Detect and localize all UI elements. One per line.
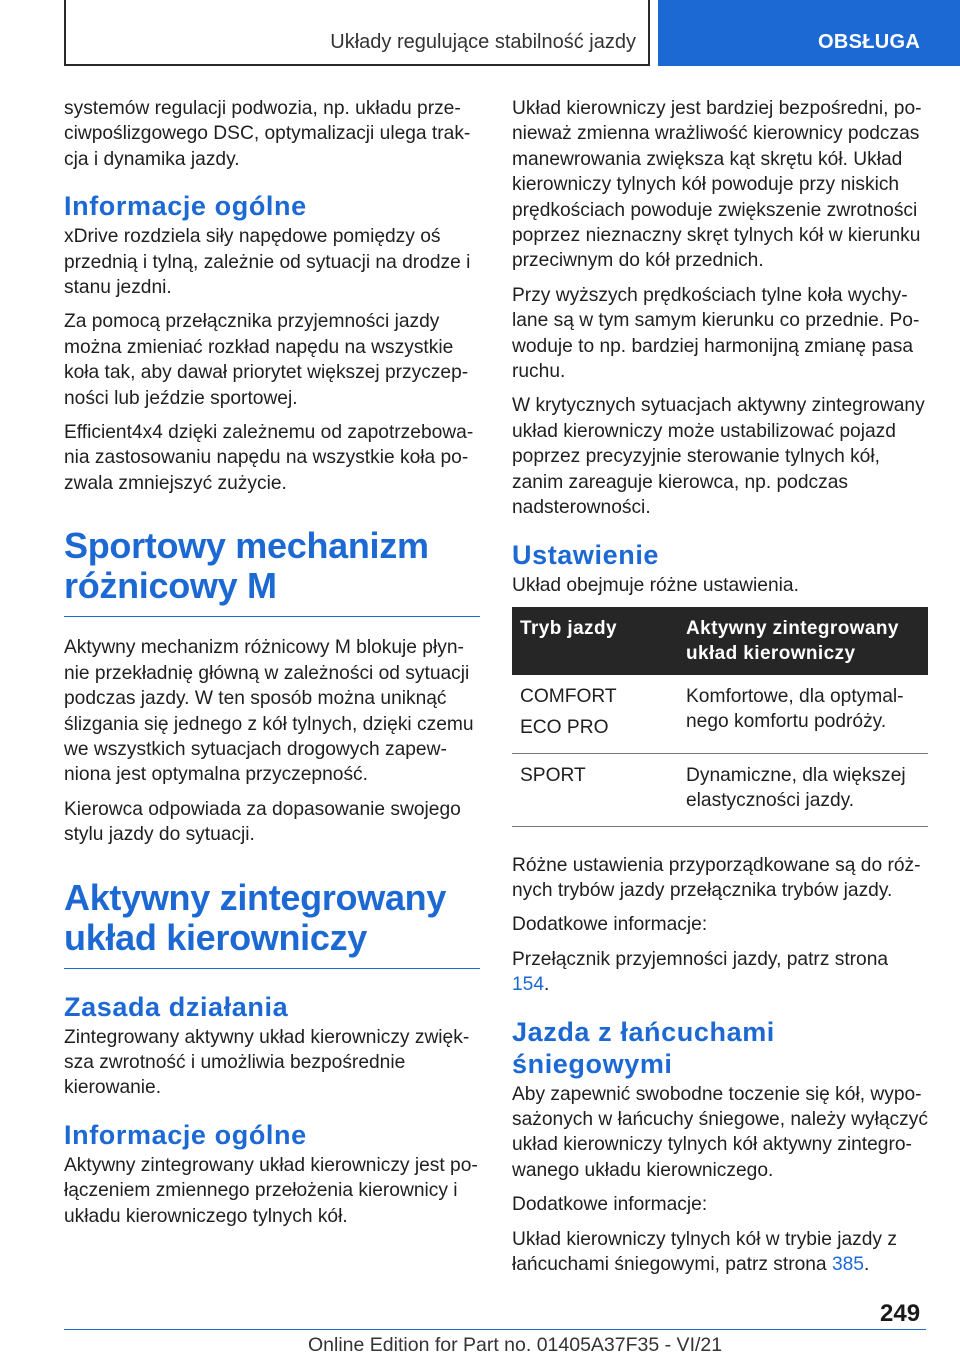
diff-paragraph-2: Kierowca odpowiada za dopasowanie swojego stylu jazdy do sytuacji. <box>64 798 461 846</box>
info-paragraph-1: xDrive rozdziela siły napędowe pomiędzy oś przednią i tylną, zależnie od sytuacji na drodze i stanu jezdni. <box>64 226 471 299</box>
table-header-row <box>512 607 928 675</box>
steering-paragraph-1: Układ kierowniczy jest bardziej bezpośredni, ponieważ zmienna wrażliwość kierownicy podczas manewrowania zwiększa kąt skrętu kół. Układ kierowniczy tylnych kół powoduje przy niskich prędkościach powoduje zwiększenie zwrotności poprzez nieznaczny skręt tylnych kół w kierunku przeciwnym do kół przednich. <box>512 98 922 272</box>
diff-paragraph-1: Aktywny mechanizm różnicowy M blokuje płynnie przekładnię główną w zależności od sytuacji podczas jazdy. W ten sposób można uniknąć ślizgania się jednego z kół tylnych, dzięki czemu we wszystkich sytuacjach drogowych zapewniona jest optymalna przyczepność. <box>64 637 474 786</box>
mode-sport: SPORT <box>520 764 586 786</box>
cross-reference-1-text: Przełącznik przyjemności jazdy, patrz strona <box>512 948 889 970</box>
diff-heading-rule <box>64 616 480 617</box>
cross-reference-2-text: Układ kierowniczy tylnych kół w trybie jazdy z łańcuchami śniegowymi, patrz strona <box>512 1228 897 1275</box>
chains-paragraph: Aby zapewnić swobodne toczenie się kół, wyposażonych w łańcuchy śniegowe, należy wyłączyć układ kierowniczy tylnych kół aktywny zintegrowanego układu kierowniczego. <box>512 1083 928 1181</box>
info2-paragraph: Aktywny zintegrowany układ kierowniczy jest połączeniem zmiennego przełożenia kierownicy i układu kierowniczego tylnych kół. <box>64 1154 478 1227</box>
after-table-paragraph: Różne ustawienia przyporządkowane są do różnych trybów jazdy przełącznika trybów jazdy. <box>512 854 921 901</box>
table-cell-mode <box>512 675 678 753</box>
table-cell-mode <box>512 753 678 826</box>
principle-heading: Zasada działania <box>64 991 289 1022</box>
left-column <box>64 96 480 1238</box>
table-header-steering: Aktywny zintegrowany układ kierowniczy <box>678 607 928 675</box>
chapter-tab[interactable] <box>658 0 960 66</box>
extra-info-label-1: Dodatkowe informacje: <box>512 914 708 936</box>
setting-paragraph: Układ obejmuje różne ustawienia. <box>512 574 799 596</box>
chapter-tab-label: OBSŁUGA <box>818 31 921 53</box>
info-paragraph-2: Za pomocą przełącznika przyjemności jazdy można zmieniać rozkład napędu na wszystkie koła tak, aby dawał priorytet większej przyczepności lub jeździe sportowej. <box>64 311 469 409</box>
intro-paragraph: systemów regulacji podwozia, np. układu przeciwpoślizgowego DSC, optymalizacji ulega trakcja i dynamika jazdy. <box>64 98 471 170</box>
section-title-box <box>64 0 650 66</box>
diff-chapter-heading: Sportowy mechanizm różnicowy M <box>64 525 429 607</box>
cross-reference-1: Przełącznik przyjemności jazdy, patrz strona 154. <box>512 948 889 996</box>
settings-table <box>512 607 928 827</box>
steering-chapter-heading: Aktywny zintegrowany układ kierowniczy <box>64 876 447 958</box>
chains-heading: Jazda z łańcuchami śniegowymi <box>512 1016 775 1079</box>
mode-eco-pro: ECO PRO <box>520 717 609 739</box>
cross-reference-2: Układ kierowniczy tylnych kół w trybie jazdy z łańcuchami śniegowymi, patrz strona 385. <box>512 1228 897 1275</box>
table-row <box>512 675 928 753</box>
table-header-mode: Tryb jazdy <box>512 607 678 675</box>
page-number: 249 <box>880 1300 921 1327</box>
steering-paragraph-2: Przy wyższych prędkościach tylne koła wychylane są w tym samym kierunku co przednie. Powoduje to np. bardziej harmonijną zmianę pasa ruchu. <box>512 284 920 383</box>
table-row <box>512 753 928 826</box>
steering-paragraph-3: W krytycznych sytuacjach aktywny zintegrowany układ kierowniczy może ustabilizować pojazd poprzez precyzyjnie sterowanie tylnych kół, zanim zareaguje kierowca, np. podczas nadsterowności. <box>512 395 925 519</box>
table-cell-desc: Komfortowe, dla optymalnego komfortu podróży. <box>678 675 928 753</box>
page-link-385[interactable]: 385 <box>831 1254 864 1275</box>
info-paragraph-3: Efficient4x4 dzięki zależnemu od zapotrzebowania zastosowaniu napędu na wszystkie koła pozwala zmniejszyć zużycie. <box>64 422 474 494</box>
info2-heading: Informacje ogólne <box>64 1119 307 1150</box>
principle-paragraph: Zintegrowany aktywny układ kierowniczy zwiększa zwrotność i umożliwia bezpośrednie kierowanie. <box>64 1026 470 1099</box>
page-link-154[interactable]: 154 <box>512 974 545 996</box>
mode-comfort: COMFORT <box>520 685 617 707</box>
right-column <box>512 96 928 1286</box>
extra-info-label-2: Dodatkowe informacje: <box>512 1194 708 1216</box>
info-heading: Informacje ogólne <box>64 191 307 222</box>
edition-footer: Online Edition for Part no. 01405A37F35 - VI/21 <box>308 1334 723 1356</box>
table-cell-desc: Dynamiczne, dla większej elastyczności jazdy. <box>678 753 928 826</box>
setting-heading: Ustawienie <box>512 539 660 570</box>
section-title: Układy regulujące stabilność jazdy <box>330 31 636 53</box>
steering-heading-rule <box>64 968 480 969</box>
page-header <box>0 0 960 66</box>
footer-rule <box>64 1329 926 1330</box>
